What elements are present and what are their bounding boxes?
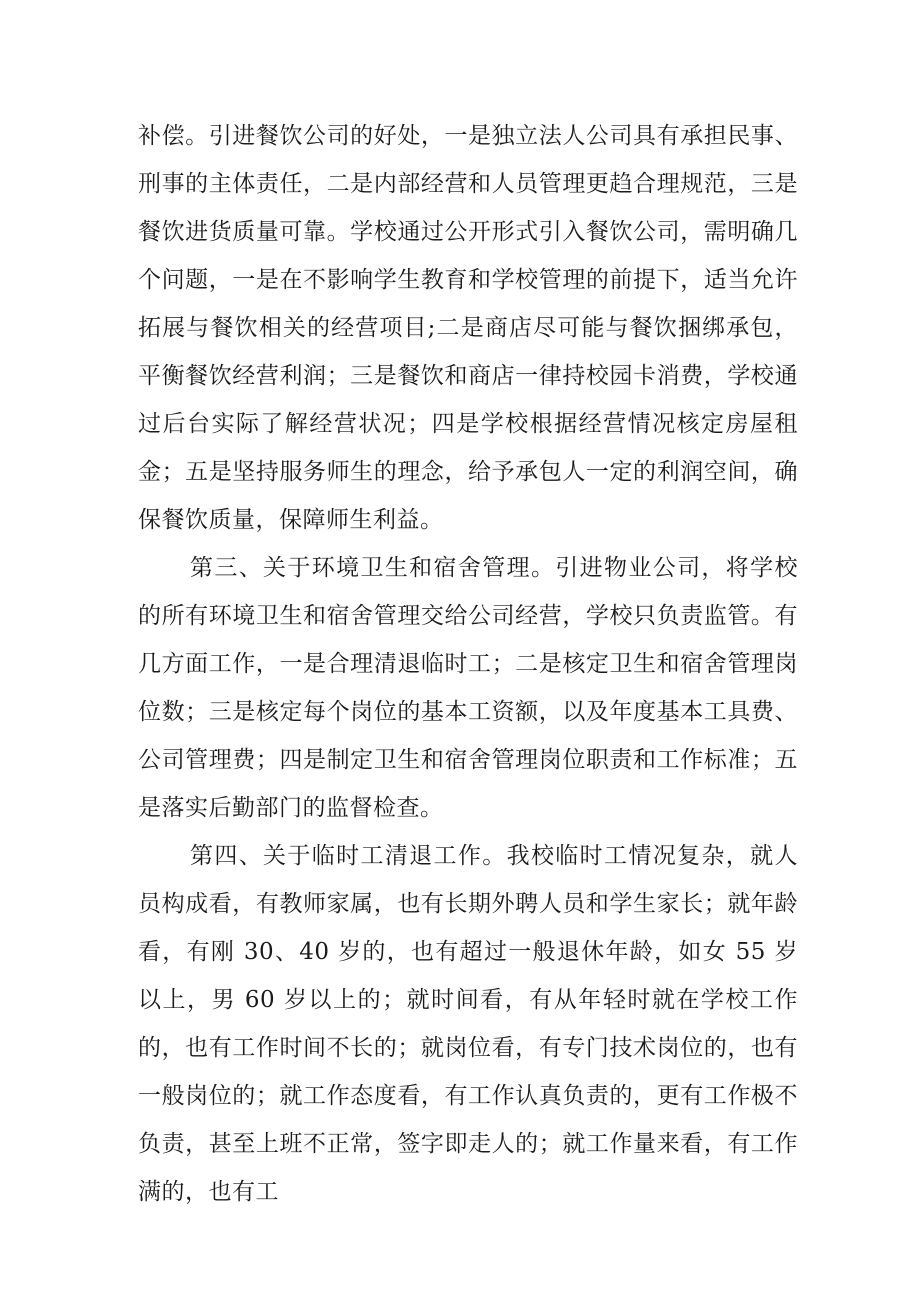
paragraph-environment-dormitory: 第三、关于环境卫生和宿舍管理。引进物业公司，将学校的所有环境卫生和宿舍管理交给公司经营，学校只负责监管。有几方面工作，一是合理清退临时工；二是核定卫生和宿舍管理岗位数；三是核定每个岗位的基本工资额，以及年度基本工具费、公司管理费；四是制定卫生和宿舍管理岗位职责和工作标准；五是落实后勤部门的监督检查。 [138, 555, 798, 821]
paragraph-temporary-workers: 第四、关于临时工清退工作。我校临时工情况复杂，就人员构成看，有教师家属，也有长期外聘人员和学生家长；就年龄看，有刚 30、40 岁的，也有超过一般退休年龄，如女 55 岁以上，男 60 岁以上的；就时间看，有从年轻时就在学校工作的，也有工作时间不长的；就岗位看，有专门技术岗位的，也有一般岗位的；就工作态度看，有工作认真负责的，更有工作极不负责，甚至上班不正常，签字即走人的；就工作量来看，有工作满的，也有工 [138, 843, 798, 1205]
document-body [138, 112, 798, 1216]
paragraph-catering-continued: 补偿。引进餐饮公司的好处，一是独立法人公司具有承担民事、刑事的主体责任，二是内部经营和人员管理更趋合理规范，三是餐饮进货质量可靠。学校通过公开形式引入餐饮公司，需明确几个问题，一是在不影响学生教育和学校管理的前提下，适当允许拓展与餐饮相关的经营项目;二是商店尽可能与餐饮捆绑承包，平衡餐饮经营利润；三是餐饮和商店一律持校园卡消费，学校通过后台实际了解经营状况；四是学校根据经营情况核定房屋租金；五是坚持服务师生的理念，给予承包人一定的利润空间，确保餐饮质量，保障师生利益。 [138, 123, 798, 533]
